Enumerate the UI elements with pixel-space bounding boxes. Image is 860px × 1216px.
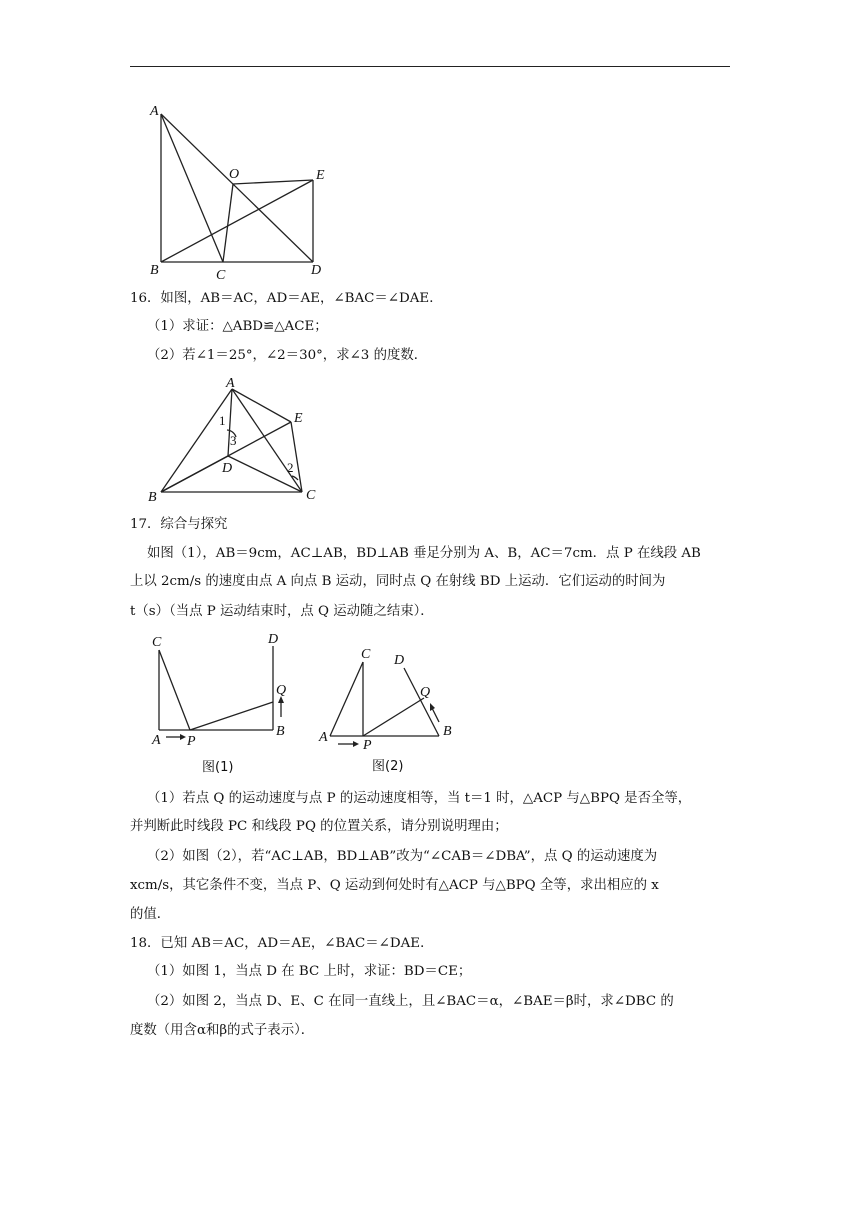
problem-18-stem: 18．已知 AB＝AC，AD＝AE，∠BAC＝∠DAE．: [130, 936, 434, 951]
label-C: C: [361, 647, 371, 662]
problem-17-part-2-line-3: 的值．: [130, 907, 171, 922]
problem-17-part-1-line-2: 并判断此时线段 PC 和线段 PQ 的位置关系，请分别说明理由；: [130, 819, 508, 834]
problem-18-part-2-line-2: 度数（用含α和β的式子表示）．: [130, 1023, 315, 1038]
problem-17-stem-line-3: t（s）（当点 P 运动结束时，点 Q 运动随之结束）．: [130, 604, 434, 619]
problem-17-part-1-line-1: （1）若点 Q 的运动速度与点 P 的运动速度相等，当 t＝1 时，△ACP 与△BPQ 是否全等，: [147, 791, 692, 806]
problem-17-stem-line-2: 上以 2cm/s 的速度由点 A 向点 B 运动，同时点 Q 在射线 BD 上运动．它们运动的时间为: [130, 574, 666, 589]
label-D: D: [394, 653, 405, 668]
figure-caption: 图(1): [202, 760, 234, 775]
label-E: E: [316, 168, 325, 183]
label-E: E: [294, 411, 303, 426]
problem-16-stem: 16．如图，AB＝AC，AD＝AE，∠BAC＝∠DAE．: [130, 291, 443, 306]
problem-17-title: 17．综合与探究: [130, 517, 228, 532]
label-B: B: [150, 263, 159, 278]
label-C: C: [306, 488, 316, 503]
label-A: A: [226, 376, 235, 391]
angle-2-label: 2: [287, 460, 294, 475]
label-Q: Q: [276, 683, 287, 698]
problem-17-part-2-line-2: xcm/s，其它条件不变，当点 P、Q 运动到何处时有△ACP 与△BPQ 全等，求出相应的 x: [130, 878, 659, 893]
figure-17-2: [310, 640, 470, 780]
label-D: D: [311, 263, 322, 278]
label-A: A: [150, 104, 159, 119]
header-rule: [130, 66, 730, 67]
problem-16-part-1: （1）求证：△ABD≌△ACE；: [147, 319, 328, 334]
label-P: P: [187, 734, 196, 749]
figure-15: [140, 95, 340, 285]
label-Q: Q: [420, 685, 431, 700]
label-D: D: [222, 461, 233, 476]
label-A: A: [152, 733, 161, 748]
label-C: C: [152, 635, 162, 650]
label-B: B: [276, 724, 285, 739]
problem-17-part-2-line-1: （2）如图（2），若“AC⊥AB，BD⊥AB”改为“∠CAB＝∠DBA”，点 Q 的运动速度为: [147, 849, 658, 864]
problem-17-stem-line-1: 如图（1），AB＝9cm，AC⊥AB，BD⊥AB 垂足分别为 A、B，AC＝7cm．点 P 在线段 AB: [147, 546, 701, 561]
angle-3-label: 3: [230, 433, 237, 448]
label-B: B: [148, 490, 157, 505]
problem-18-part-1: （1）如图 1，当点 D 在 BC 上时，求证：BD＝CE；: [147, 964, 472, 979]
problem-16-part-2: （2）若∠1＝25°，∠2＝30°，求∠3 的度数．: [147, 348, 428, 363]
label-A: A: [319, 730, 328, 745]
label-D: D: [268, 632, 279, 647]
label-P: P: [363, 738, 372, 753]
angle-1-label: 1: [219, 413, 226, 428]
label-O: O: [229, 167, 240, 182]
figure-17-1: [145, 630, 305, 780]
label-C: C: [216, 268, 226, 283]
figure-16: [140, 370, 340, 505]
figure-caption: 图(2): [372, 759, 404, 774]
label-B: B: [443, 724, 452, 739]
problem-18-part-2-line-1: （2）如图 2，当点 D、E、C 在同一直线上，且∠BAC＝α，∠BAE＝β时，求∠DBC 的: [147, 994, 674, 1009]
